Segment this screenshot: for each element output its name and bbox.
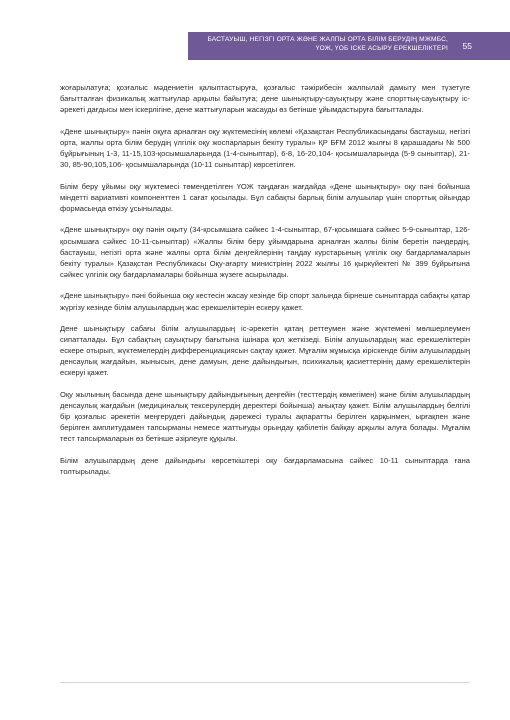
paragraph: Білім алушылардың дене дайындығы көрсеткіштері оқу бағдарламасына сәйкес 10-11 сыныптарда ғана толтырылады. [60, 456, 470, 477]
footer-divider [60, 682, 470, 683]
paragraph: Дене шынықтыру сабағы білім алушылардың іс-әрекетін қатаң реттеумен және жүктемені мөлшерлеумен сипатталады. Бұл сабақтың сауықтыру бағытына ішінара қол жеткізеді. Білім алушылардың жас ерекшеліктерін ескере отырып, жүктемелердің дифференциациясын сақтау қажет. Мұғалім жұмысқа кіріскенде білім алушылардың денсаулық жағдайын, жынысын, дене дамуын, дене дайындығын, психикалық қасиеттерінің даму ерекшеліктерін ескеруі қажет. [60, 324, 470, 378]
running-header-line-2: ҮОЖ, ҮОБ ІСКЕ АСЫРУ ЕРЕКШЕЛІКТЕРІ [315, 45, 448, 52]
paragraph: Оқу жылының басында дене шынықтыру дайындығының деңгейін (тесттердің көмегімен) және білім алушылардың денсаулық жағдайын (медициналық тексерулердің деректері бойынша) анықтау қажет. Білім алушылардың белгілі бір қозғалыс әрекетін меңгерудегі дайындық дәрежесі туралы ақпаратты берілген қарқынмен, ырғақпен және берілген амплитудамен тапсырманы немесе жаттығуды орындау қабілетін байқау арқылы алуға болады. Мұғалім тест тапсырмаларын өз бетінше әзірлеуге құқылы. [60, 390, 470, 444]
paragraph: Білім беру ұйымы оқу жүктемесі төмендетілген ҮОЖ таңдаған жағдайда «Дене шынықтыру» оқу пәні бойынша міндетті вариативті компоненттен 1 сағат қосылады. Бұл сабақты барлық білім алушылар үшін спорттық ойындар формасында өткізу ұсынылады. [60, 181, 470, 213]
paragraph: «Дене шынықтыру» пәні бойынша оқу кестесін жасау кезінде бір спорт залында бірнеше сыныптарда сабақты қатар жүргізу кезінде білім алушылардың жас ерекшеліктерін ескеру қажет. [60, 291, 470, 312]
paragraph: жоғарылатуға; қозғалыс мәдениетін қалыптастыруға, қозғалыс тәжірибесін жалпылай дамыту мен түзетуге бағытталған физикалық жаттығулар арқылы байытуға; дене шынықтыру-сауықтыру және спорттық-сауықтыру іс-әрекеті дағдысы мен іскерлігіне, дене жаттығуларын жасауды өз бетінше ұйымдастыруға бағытталады. [60, 83, 470, 115]
running-header-title [188, 35, 448, 53]
page-number: 55 [462, 41, 472, 51]
header-band [188, 32, 510, 60]
body-text [60, 82, 470, 488]
running-header-line-1: БАСТАУЫШ, НЕГІЗГІ ОРТА ЖӘНЕ ЖАЛПЫ ОРТА БІЛІМ БЕРУДІҢ МЖМБС, [207, 36, 448, 43]
paragraph: «Дене шынықтыру» оқу пәнін оқыту (34-қосымшаға сәйкес 1-4-сыныптар, 67-қосымшаға сәйкес 5-9-сыныптар, 126-қосымшаға сәйкес 10-11-сыныптар) «Жалпы білім беру ұйымдарына арналған жалпы білім беретін пәндердің, бастауыш, негізгі орта және жалпы орта білім деңгейлерінің таңдау курстарының үлгілік оқу бағдарламаларын бекіту туралы» Қазақстан Республикасы Оқу-ағарту министрінің 2022 жылғы 16 қыркүйектегі № 399 бұйрығына сәйкес үлгілік оқу бағдарламалары бойынша жүзеге асырылады. [60, 225, 470, 279]
paragraph: «Дене шынықтыру» пәнін оқуға арналған оқу жүктемесінің көлемі «Қазақстан Республикасындағы бастауыш, негізгі орта, жалпы орта білім берудің үлгілік оқу жоспарларын бекіту туралы» ҚР БҒМ 2012 жылғы 8 қарашадағы № 500 бұйрығының 1-3, 11-15,103-қосымшаларында (1-4-сыныптар), 6-8, 16-20,104- қосымшаларында (5-9 сыныптар), 21-30, 85-90,105,106- қосымшаларында (10-11 сыныптар) көрсетілген. [60, 126, 470, 170]
